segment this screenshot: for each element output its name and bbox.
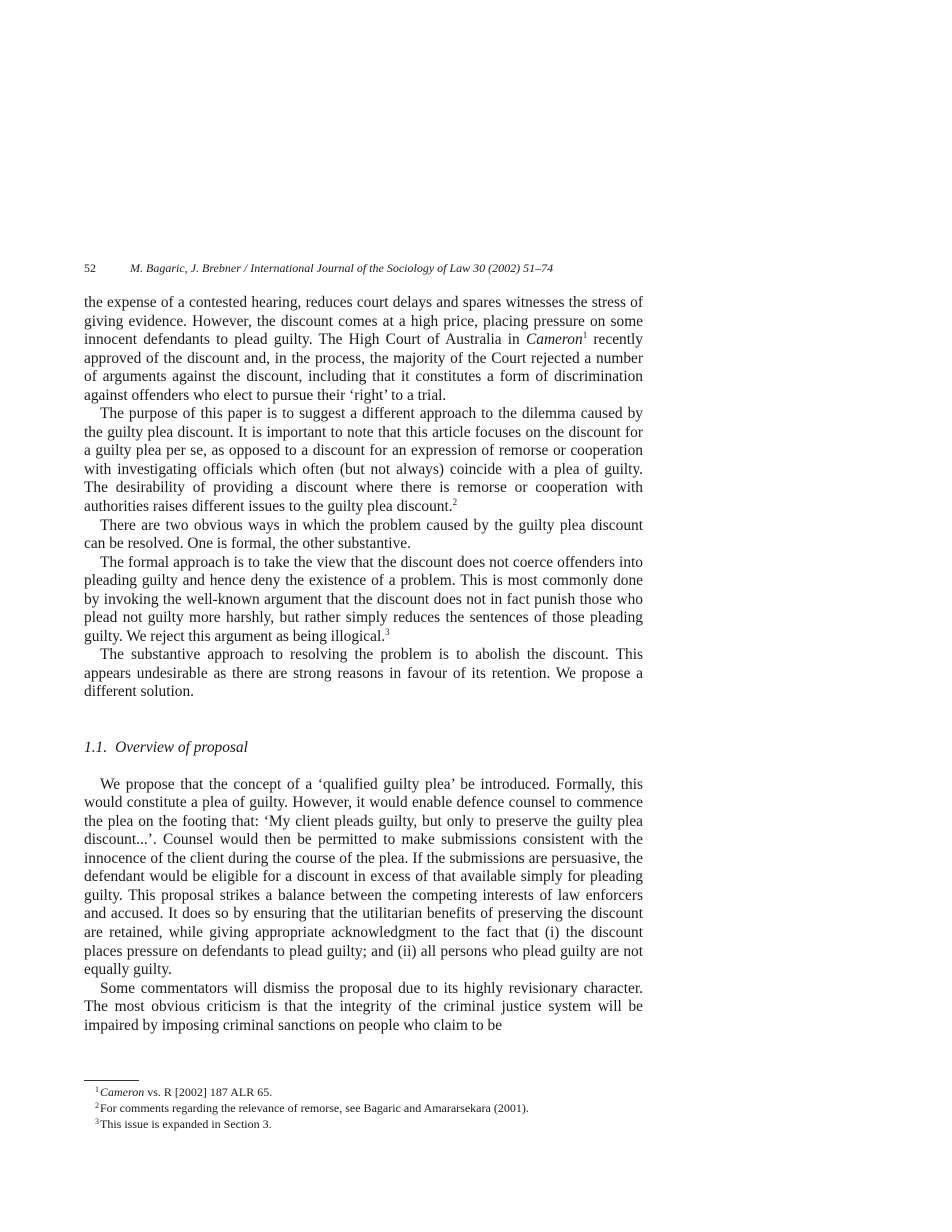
footnote-ref-2[interactable]: 2: [452, 497, 458, 508]
section-number: 1.1.: [84, 739, 108, 757]
section-title: Overview of proposal: [115, 739, 248, 757]
paragraph-2: [84, 405, 643, 516]
footnote-3-mark: 3: [95, 1117, 99, 1126]
paragraph-7: Some commentators will dismiss the proposal due to its highly revisionary character. The most obvious criticism is that the integrity of the criminal justice system will be impaired by imposing criminal sanctions on people who claim to be: [84, 979, 643, 1034]
page-number: 52: [84, 261, 96, 275]
footnote-2-mark: 2: [95, 1101, 99, 1110]
running-head: [84, 261, 644, 275]
paragraph-3: There are two obvious ways in which the problem caused by the guilty plea discount can be resolved. One is formal, the other substantive.: [84, 516, 643, 553]
paragraph-6: We propose that the concept of a ‘qualified guilty plea’ be introduced. Formally, this would constitute a plea of guilty. However, it would enable defence counsel to commence the plea on the footing that: ‘My client pleads guilty, but only to preserve the guilty plea discount...’. Counsel would then be permitted to make submissions consistent with the innocence of the client during the course of the plea. If the submissions are persuasive, the defendant would be eligible for a discount in excess of that available simply for pleading guilty. This proposal strikes a balance between the competing interests of law enforcers and accused. It does so by ensuring that the utilitarian benefits of preserving the discount are retained, while giving appropriate acknowledgment to the fact that (i) the discount places pressure on defendants to plead guilty; and (ii) all persons who plead guilty are not equally guilty.: [84, 775, 643, 979]
paragraph-4: [84, 554, 643, 647]
footnote-divider: [84, 1080, 139, 1081]
footnote-2: [95, 1100, 643, 1116]
footnote-2-text: For comments regarding the relevance of remorse, see Bagaric and Amararsekara (2001).: [100, 1101, 529, 1115]
footnote-3: [95, 1116, 643, 1132]
paragraph-1-text-a: the expense of a contested hearing, reduces court delays and spares witnesses the stress of giving evidence. However, the discount comes at a high price, placing pressure on some innocent defendants to plead guilty. The High Court of Australia in: [84, 294, 643, 349]
paragraph-2-text: The purpose of this paper is to suggest a different approach to the dilemma caused by the guilty plea discount. It is important to note that this article focuses on the discount for a guilty plea per se, as opposed to a discount for an expression of remorse or cooperation with investigating officials which often (but not always) coincide with a plea of guilty. The desirability of providing a discount where there is remorse or cooperation with authorities raises different issues to the guilty plea discount.: [84, 405, 643, 516]
footnote-1: [95, 1084, 643, 1100]
footnote-1-case: Cameron: [100, 1085, 145, 1099]
footnotes: [95, 1084, 643, 1132]
body-text: [84, 294, 643, 1035]
journal-citation: M. Bagaric, J. Brebner / International Journal of the Sociology of Law 30 (2002) 51–74: [130, 261, 554, 275]
case-name-cameron: Cameron: [525, 331, 583, 349]
paragraph-4-text: The formal approach is to take the view that the discount does not coerce offenders into pleading guilty and hence deny the existence of a problem. This is most commonly done by invoking the well-known argument that the discount does not in fact punish those who plead not guilty more harshly, but rather simply reduces the sentences of those pleading guilty. We reject this argument as being illogical.: [84, 553, 643, 645]
footnote-3-text: This issue is expanded in Section 3.: [100, 1117, 272, 1131]
footnote-1-text: vs. R [2002] 187 ALR 65.: [144, 1085, 273, 1099]
footnote-ref-1[interactable]: 1: [582, 330, 588, 341]
paragraph-1: [84, 294, 643, 405]
footnote-ref-3[interactable]: 3: [385, 626, 390, 637]
section-heading: [84, 739, 643, 758]
paragraph-5: The substantive approach to resolving the problem is to abolish the discount. This appears undesirable as there are strong reasons in favour of its retention. We propose a different solution.: [84, 646, 643, 701]
footnote-1-mark: 1: [95, 1085, 99, 1094]
paragraph-1-text-b: recently approved of the discount and, in the process, the majority of the Court rejected a number of arguments against the discount, including that it constitutes a form of discrimination against offenders who elect to pursue their ‘right’ to a trial.: [84, 331, 643, 404]
